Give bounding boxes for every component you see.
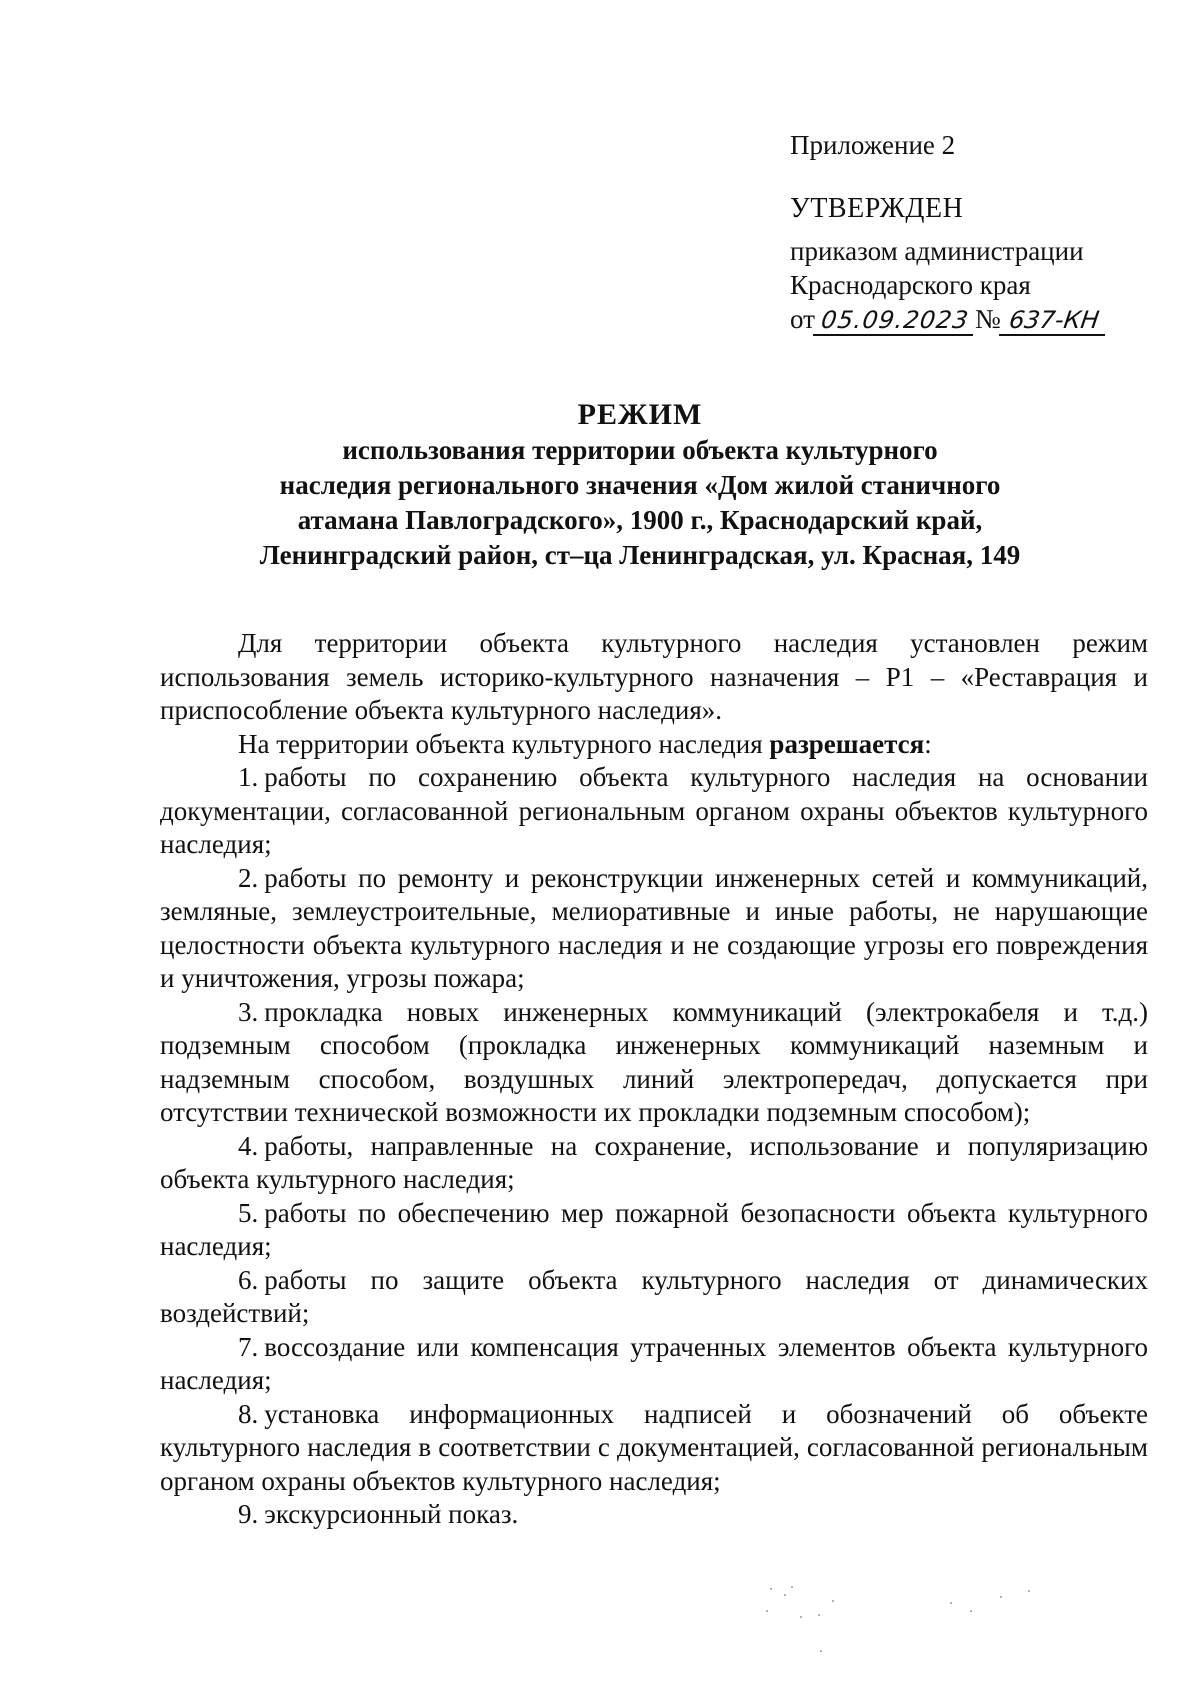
order-date-line [790, 302, 1170, 336]
list-item-number: 2. [238, 862, 259, 893]
list-item-number: 8. [238, 1398, 259, 1429]
list-item [160, 996, 1148, 1130]
allowed-word: разрешается [769, 728, 925, 759]
list-item [160, 862, 1148, 996]
appendix-label: Приложение 2 [790, 130, 956, 160]
list-item-text: работы по обеспечению мер пожарной безопасности объекта культурного наследия; [160, 1197, 1148, 1261]
list-item [160, 1398, 1148, 1499]
list-item [160, 761, 1148, 862]
title-subtitle: использования территории объекта культурного наследия регионального значения «Дом жилой станичного атамана Павлоградского», 1900 г., Краснодарский край, Ленинградский район, ст–ца Ленинградская, ул. Красная, 149 [259, 435, 1021, 570]
allowed-suffix: : [924, 728, 932, 759]
list-item [160, 1331, 1148, 1398]
handwritten-number: 637-КН [999, 306, 1109, 336]
list-item-text: работы по защите объекта культурного наследия от динамических воздействий; [160, 1264, 1148, 1328]
approval-block [790, 128, 1170, 336]
list-item-text: работы, направленные на сохранение, использование и популяризацию объекта культурного наследия; [160, 1130, 1148, 1194]
list-item-text: работы по сохранению объекта культурного наследия на основании документации, согласованной региональным органом охраны объектов культурного наследия; [160, 762, 1148, 859]
list-item-number: 9. [238, 1499, 259, 1529]
number-prefix: № [974, 304, 1001, 334]
list-item-text: экскурсионный показ. [264, 1499, 519, 1529]
approval-line-1: приказом администрации [790, 236, 1084, 266]
approved-heading: УТВЕРЖДЕН [790, 193, 964, 224]
allowed-prefix: На территории объекта культурного наследия [238, 728, 770, 759]
list-item [160, 1264, 1148, 1331]
title-main: РЕЖИМ [577, 398, 703, 431]
list-item-number: 5. [238, 1197, 259, 1228]
scan-specks [760, 1580, 1060, 1670]
list-item-number: 1. [238, 762, 259, 792]
intro-paragraph: Для территории объекта культурного наследия установлен режим использования земель историко-культурного назначения – Р1 – «Реставрация и приспособление объекта культурного наследия». [160, 628, 1148, 725]
list-item-number: 7. [238, 1331, 259, 1362]
list-item-text: воссоздание или компенсация утраченных элементов объекта культурного наследия; [160, 1331, 1148, 1395]
list-item-number: 4. [238, 1130, 259, 1161]
list-item-text: установка информационных надписей и обозначений об объекте культурного наследия в соответствии с документацией, согласованной региональным органом охраны объектов культурного наследия; [160, 1398, 1148, 1496]
list-item [160, 1498, 1148, 1532]
allowed-paragraph [160, 728, 1148, 762]
list-item-text: работы по ремонту и реконструкции инженерных сетей и коммуникаций, земляные, землеустроительные, мелиоративные и иные работы, не нарушающие целостности объекта культурного наследия и не создающие угрозы его повреждения и уничтожения, угрозы пожара; [160, 862, 1148, 993]
date-prefix: от [790, 304, 815, 334]
list-item-text: прокладка новых инженерных коммуникаций (электрокабеля и т.д.) подземным способом (прокладка инженерных коммуникаций наземным и надземным способом, воздушных линий электропередач, допускается при отсутствии технической возможности их прокладки подземным способом); [160, 996, 1148, 1127]
list-item-number: 6. [238, 1264, 259, 1295]
approval-line-2: Краснодарского края [790, 270, 1031, 300]
document-body [160, 627, 1148, 1532]
allowed-list [160, 761, 1148, 1532]
list-item [160, 1130, 1148, 1197]
list-item [160, 1197, 1148, 1264]
handwritten-date: 05.09.2023 [813, 306, 977, 336]
list-item-number: 3. [238, 996, 259, 1027]
document-title [190, 397, 1090, 573]
